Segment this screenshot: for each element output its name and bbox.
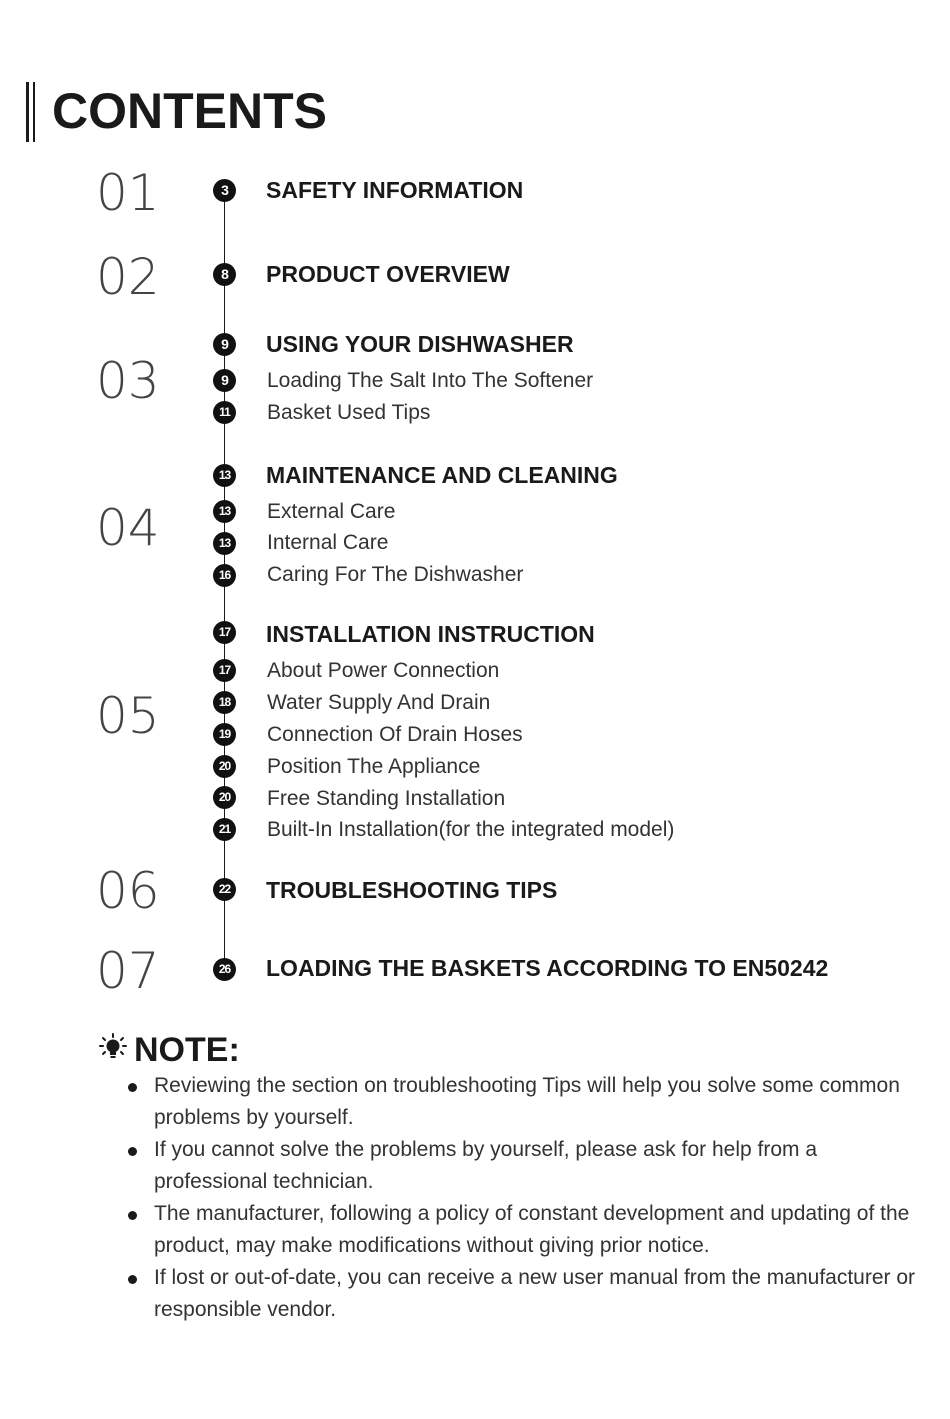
page-badge: 17 [213,621,236,644]
title-accent-bar-thin [33,82,35,142]
note-text: If lost or out-of-date, you can receive a new user manual from the manufacturer or responsible vendor. [154,1266,916,1321]
page-badge: 13 [213,500,236,523]
toc-heading-link[interactable]: INSTALLATION INSTRUCTION [266,621,595,647]
bullet-icon [128,1275,137,1284]
note-text: Reviewing the section on troubleshooting Tips will help you solve some common problems by yourself. [154,1074,900,1129]
page-badge: 8 [213,263,236,286]
page-badge: 9 [213,333,236,356]
page-badge: 3 [213,179,236,202]
page-badge: 20 [213,755,236,778]
note-item [126,1262,926,1326]
toc-subitem-link[interactable]: Connection Of Drain Hoses [267,723,523,746]
page-badge: 11 [213,401,236,424]
toc-subitem-link[interactable]: Internal Care [267,531,389,554]
toc-heading-link[interactable]: LOADING THE BASKETS ACCORDING TO EN50242 [266,955,829,981]
toc-subitem-link[interactable]: About Power Connection [267,659,500,682]
section-number-03: 03 [96,352,160,410]
page-title: CONTENTS [52,83,327,139]
page-badge: 26 [213,958,236,981]
page-badge: 16 [213,564,236,587]
toc-subitem-link[interactable]: Position The Appliance [267,755,481,778]
toc-subitem-link[interactable]: External Care [267,500,396,523]
bullet-icon [128,1147,137,1156]
toc-heading-link[interactable]: PRODUCT OVERVIEW [266,261,510,287]
toc-subitem-link[interactable]: Caring For The Dishwasher [267,563,524,586]
toc-subitem-link[interactable]: Loading The Salt Into The Softener [267,369,594,392]
section-number-07: 07 [96,942,160,1000]
toc-subitem-link[interactable]: Basket Used Tips [267,401,431,424]
page-badge: 22 [213,878,236,901]
toc-subitem-link[interactable]: Free Standing Installation [267,787,506,810]
page-badge: 13 [213,532,236,555]
title-accent-bar [26,82,29,142]
note-item [126,1134,926,1198]
lightbulb-icon [98,1032,128,1062]
toc-heading-link[interactable]: MAINTENANCE AND CLEANING [266,462,618,488]
toc-heading-link[interactable]: SAFETY INFORMATION [266,177,524,203]
section-number-02: 02 [96,248,160,306]
page-badge: 18 [213,691,236,714]
toc-heading-link[interactable]: USING YOUR DISHWASHER [266,331,574,357]
page-badge: 9 [213,369,236,392]
note-text: If you cannot solve the problems by yourself, please ask for help from a professional technician. [154,1138,818,1193]
toc-heading-link[interactable]: TROUBLESHOOTING TIPS [266,877,558,903]
page-badge: 17 [213,659,236,682]
section-number-01: 01 [96,164,160,222]
page-badge: 13 [213,464,236,487]
note-title: NOTE: [134,1031,240,1069]
note-text: The manufacturer, following a policy of constant development and updating of the product, may make modifications without giving prior notice. [154,1202,910,1257]
page-badge: 19 [213,723,236,746]
note-item [126,1070,926,1134]
bullet-icon [128,1083,137,1092]
section-number-04: 04 [96,499,160,557]
section-number-06: 06 [96,862,160,920]
page-badge: 20 [213,786,236,809]
toc-subitem-link[interactable]: Built-In Installation(for the integrated model) [267,818,675,841]
note-item [126,1198,926,1262]
section-number-05: 05 [96,687,160,745]
note-list [126,1070,926,1326]
bullet-icon [128,1211,137,1220]
page-badge: 21 [213,818,236,841]
toc-subitem-link[interactable]: Water Supply And Drain [267,691,491,714]
